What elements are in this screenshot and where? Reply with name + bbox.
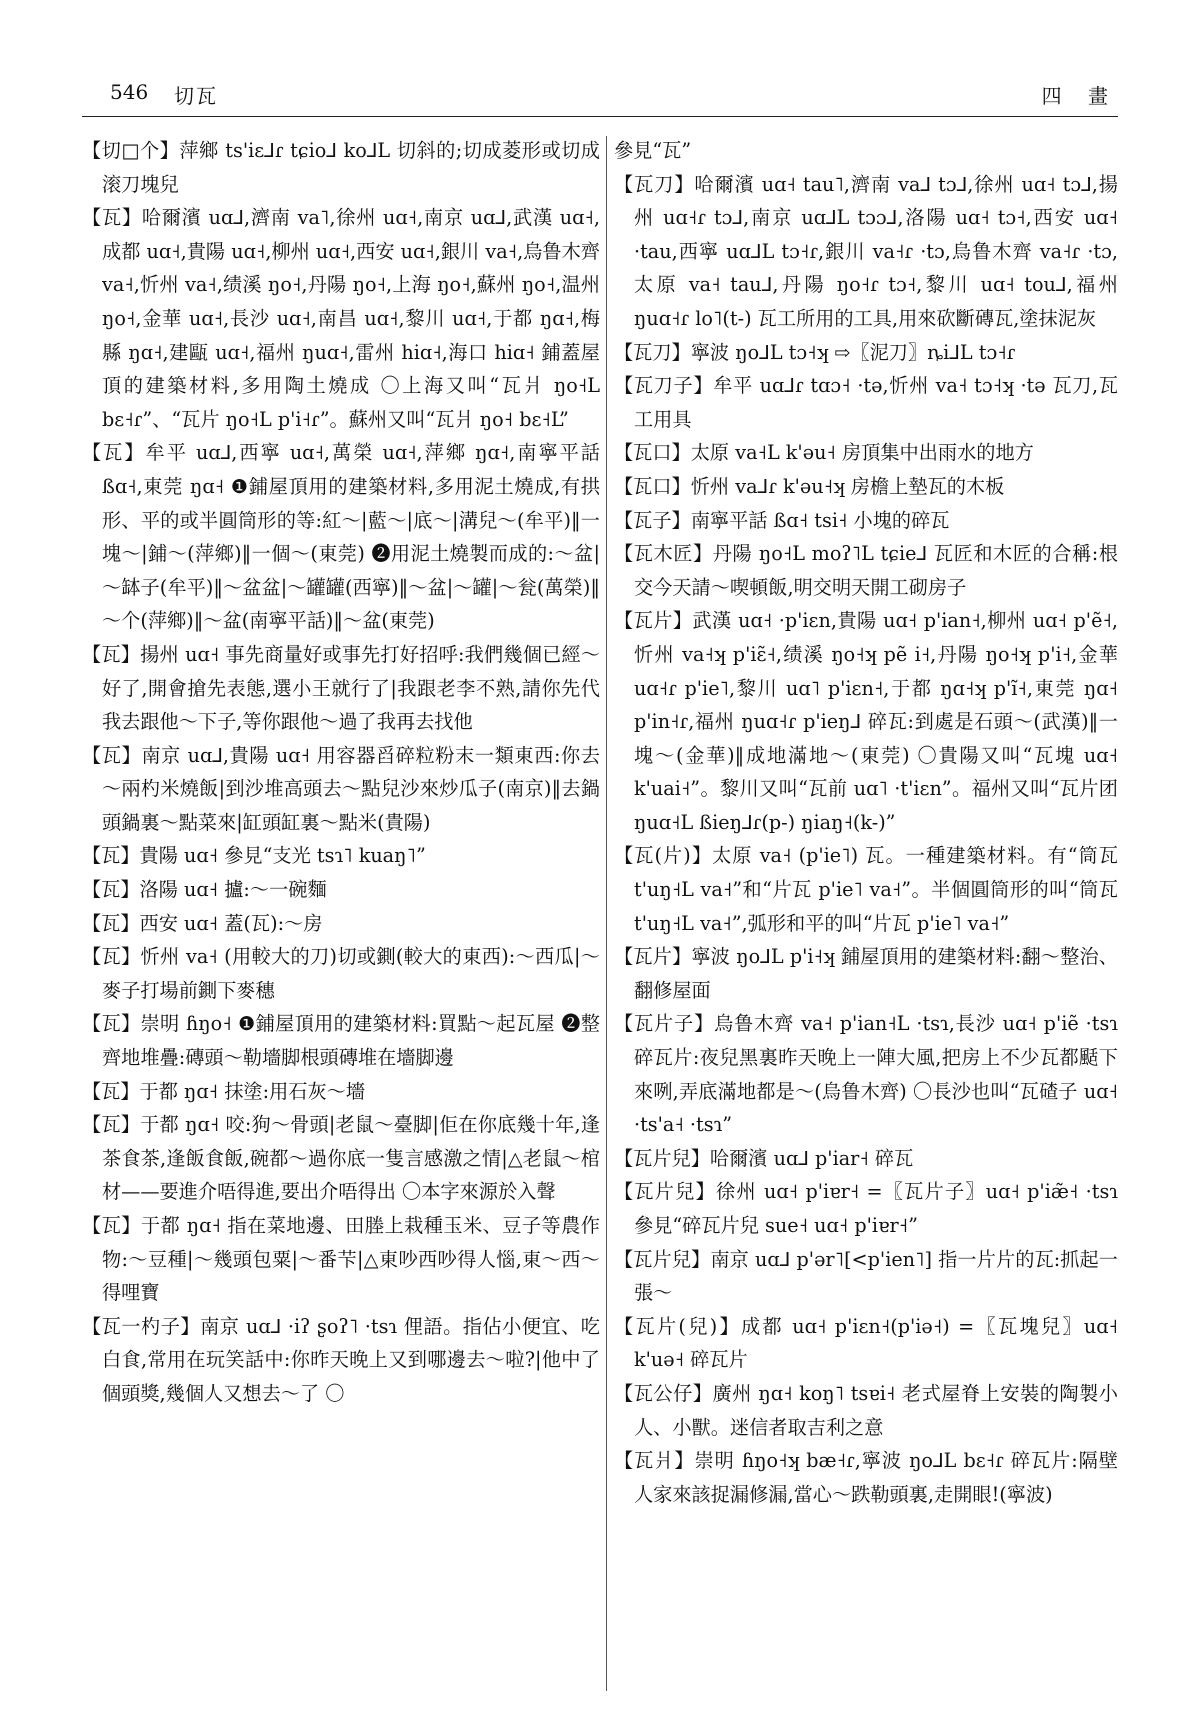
dictionary-entry: 參見“瓦” — [614, 139, 692, 162]
dictionary-entry: 【瓦口】忻州 va⅃ɾ k'əu˧ʞ 房檐上墊瓦的木板 — [614, 474, 1005, 498]
dictionary-entry: 【瓦】牟平 uɑ⅃,西寧 uɑ˧,萬榮 uɑ˧,萍鄉 ŋɑ˧,南寧平話 ßɑ˧,東莞 ŋɑ˧ ❶鋪屋頂用的建築材料,多用泥土燒成,有拱形、平的或半圓筒形的等:紅～|藍～|底～|溝兒～(牟平)‖一塊～|鋪～(萍鄉)‖一個～(東莞) ❷用泥土燒製而成的:～盆|～缽子(牟平)‖～盆盆|～罐罐(西寧)‖～盆|～罐|～瓮(萬榮)‖～个(萍鄉)‖～盆(南寧平話)‖～盆(東莞) — [82, 441, 607, 633]
dictionary-entry: 【瓦片兒】哈爾濱 uɑ⅃ p'iar˧ 碎瓦 — [614, 1146, 914, 1170]
dictionary-entry: 【瓦刀】寧波 ŋo⅃L tɔ˧ʞ ⇨〖泥刀〗ȵi⅃L tɔ˧ɾ — [614, 340, 1016, 364]
dictionary-entry: 【瓦】于都 ŋɑ˧ 抹塗:用石灰～墻 — [82, 1079, 366, 1103]
dictionary-entry: 【瓦刀子】牟平 uɑ⅃ɾ tɑɔ˧ ·tə,忻州 va˧ tɔ˧ʞ ·tə 瓦刀,瓦工用具 — [614, 374, 1118, 431]
dictionary-entry: 【瓦口】太原 va˧L k'əu˧ 房頂集中出雨水的地方 — [614, 441, 1034, 465]
dictionary-entry: 【瓦】于都 ŋɑ˧ 咬:狗～骨頭|老鼠～臺脚|佢在你底幾十年,逢茶食茶,逢飯食飯,碗都～過你底一隻言感激之情|△老鼠～棺材——要進介唔得進,要出介唔得出 〇本字來源於入聲 — [82, 1113, 600, 1204]
column-divider — [606, 136, 607, 1691]
page-header — [82, 80, 1118, 114]
dictionary-entry: 【瓦片(兒)】成都 uɑ˧ p'iɛn˧(p'iə˧) =〖瓦塊兒〗uɑ˧ k'uə˧ 碎瓦片 — [614, 1314, 1125, 1372]
right-column — [614, 134, 1125, 1511]
dictionary-entry: 【瓦刀】哈爾濱 uɑ˧ tau˥,濟南 va⅃ tɔ⅃,徐州 uɑ˧ tɔ⅃,揚州 uɑ˧ɾ tɔ⅃,南京 uɑ⅃L tɔɔ⅃,洛陽 uɑ˧ tɔ˧,西安 uɑ˧ ·tau,西寧 uɑ⅃L tɔ˧ɾ,銀川 va˧ɾ ·tɔ,烏鲁木齊 va˧ɾ ·tɔ,太原 va˧ tau⅃,丹陽 ŋo˧ɾ tɔ˧,黎川 uɑ˧ tou⅃,福州 ŋuɑ˧ɾ lo˥(t-) 瓦工所用的工具,用來砍斷磚瓦,塗抹泥灰 — [614, 172, 1125, 330]
dictionary-entry: 【瓦】哈爾濱 uɑ⅃,濟南 va˥,徐州 uɑ˧,南京 uɑ⅃,武漢 uɑ˧,成都 uɑ˧,貴陽 uɑ˧,柳州 uɑ˧,西安 uɑ˧,銀川 va˧,烏鲁木齊 va˧,忻州 va˧,绩溪 ŋo˧,丹陽 ŋo˧,上海 ŋo˧,蘇州 ŋo˧,温州 ŋo˧,金華 uɑ˧,長沙 uɑ˧,南昌 uɑ˧,黎川 uɑ˧,于都 ŋɑ˧,梅縣 ŋɑ˧,建甌 uɑ˧,福州 ŋuɑ˧,雷州 hiɑ˧,海口 hiɑ˧ 鋪蓋屋頂的建築材料,多用陶土燒成 〇上海又叫“瓦爿 ŋo˧L bɛ˧ɾ”、“瓦片 ŋo˧L p'i˧ɾ”。蘇州又叫“瓦爿 ŋo˧ bɛ˧L” — [82, 206, 607, 431]
left-column — [82, 134, 607, 1411]
dictionary-entry: 【切□个】萍鄉 ts'iɛ⅃ɾ tɕio⅃ ko⅃L 切斜的;切成菱形或切成滚刀塊兒 — [82, 139, 600, 196]
dictionary-entry: 【瓦(片)】太原 va˧ (p'ie˥) 瓦。一種建築材料。有“筒瓦 t'uŋ˧L va˧”和“片瓦 p'ie˥ va˧”。半個圓筒形的叫“筒瓦 t'uŋ˧L va˧”,弧形和平的叫“片瓦 p'ie˥ va˧” — [614, 844, 1125, 935]
section-label: 四 畫 — [1041, 84, 1118, 108]
dictionary-entry: 【瓦】崇明 ɦŋo˧ ❶鋪屋頂用的建築材料:買點～起瓦屋 ❷整齊地堆疊:磚頭～勒墻脚根頭磚堆在墻脚邊 — [82, 1012, 600, 1070]
dictionary-entry: 【瓦】揚州 uɑ˧ 事先商量好或事先打好招呼:我們幾個已經～好了,開會搶先表態,選小王就行了|我跟老李不熟,請你先代我去跟他～下子,等你跟他～過了我再去找他 — [82, 642, 600, 734]
page-title: 切瓦 — [174, 84, 218, 108]
dictionary-entry: 【瓦】南京 uɑ⅃,貴陽 uɑ˧ 用容器舀碎粒粉末一類東西:你去～兩杓米燒飯|到沙堆高頭去～點兒沙來炒瓜子(南京)‖去鍋頭鍋裏～點菜來|缸頭缸裏～點米(貴陽) — [82, 743, 600, 834]
dictionary-entry: 【瓦一杓子】南京 uɑ⅃ ·iʔ ʂoʔ˥ ·tsɿ 俚語。指佔小便宜、吃白食,常用在玩笑話中:你昨天晚上又到哪邊去～啦?|他中了個頭獎,幾個人又想去～了 〇 — [82, 1314, 600, 1405]
dictionary-entry: 【瓦公仔】廣州 ŋɑ˧ koŋ˥ tsɐi˧ 老式屋脊上安裝的陶製小人、小獸。迷信者取吉利之意 — [614, 1381, 1118, 1439]
page-number: 546 — [110, 80, 149, 104]
dictionary-entry: 【瓦爿】崇明 ɦŋo˧ʞ bæ˧ɾ,寧波 ŋo⅃L bɛ˧ɾ 碎瓦片:隔壁人家來該捉漏修漏,當心～跌勒頭裏,走開眼!(寧波) — [614, 1449, 1118, 1506]
header-rule — [82, 116, 1118, 117]
dictionary-entry: 【瓦片】寧波 ŋo⅃L p'i˧ʞ 鋪屋頂用的建築材料:翻～整治、翻修屋面 — [614, 945, 1118, 1002]
dictionary-entry: 【瓦片子】烏鲁木齊 va˧ p'ian˧L ·tsɿ,長沙 uɑ˧ p'iẽ ·tsɿ 碎瓦片:夜兒黑裏昨天晚上一陣大風,把房上不少瓦都颳下來咧,弄底滿地都是～(烏鲁木齊) 〇長沙也叫“瓦碴子 uɑ˧ ·ts'a˧ ·tsɿ” — [614, 1012, 1125, 1137]
dictionary-entry: 【瓦子】南寧平話 ßɑ˧ tsi˧ 小塊的碎瓦 — [614, 508, 950, 532]
dictionary-entry: 【瓦】忻州 va˧ (用較大的刀)切或鍘(較大的東西):～西瓜|～麥子打場前鍘下麥穗 — [82, 945, 600, 1002]
dictionary-entry: 【瓦】西安 uɑ˧ 蓋(瓦):～房 — [82, 911, 323, 935]
dictionary-entry: 【瓦】于都 ŋɑ˧ 指在菜地邊、田塍上栽種玉米、豆子等農作物:～豆種|～幾頭包粟|～番芐|△東吵西吵得人惱,東～西～得哩寶 — [82, 1214, 600, 1305]
dictionary-entry: 【瓦片兒】南京 uɑ⅃ p'ər˥[<p'ien˥] 指一片片的瓦:抓起一張～ — [614, 1247, 1118, 1305]
dictionary-entry: 【瓦片兒】徐州 uɑ˧ p'iɐr˧ =〖瓦片子〗uɑ˧ p'iæ̃˧ ·tsɿ 參見“碎瓦片兒 sue˧ uɑ˧ p'iɐr˧” — [614, 1180, 1125, 1237]
dictionary-entry: 【瓦】洛陽 uɑ˧ 攎:～一碗麵 — [82, 878, 327, 902]
dictionary-entry: 【瓦】貴陽 uɑ˧ 參見“支光 tsɿ˥ kuaŋ˥” — [82, 844, 426, 868]
dictionary-entry: 【瓦片】武漢 uɑ˧ ·p'iɛn,貴陽 uɑ˧ p'ian˧,柳州 uɑ˧ p'ẽ˧,忻州 va˧ʞ p'iɛ̃˧,绩溪 ŋo˧ʞ pẽ i˧,丹陽 ŋo˧ʞ p'i˧,金華 uɑ˧ɾ p'ie˥,黎川 uɑ˥ p'iɛn˧,于都 ŋɑ˧ʞ p'ĩ˧,東莞 ŋɑ˧ p'in˧ɾ,福州 ŋuɑ˧ɾ p'ieŋ⅃ 碎瓦:到處是石頭～(武漢)‖一塊～(金華)‖成地滿地～(東莞) 〇貴陽又叫“瓦塊 uɑ˧ k'uai˧”。黎川又叫“瓦前 uɑ˥ ·t'iɛn”。福州又叫“瓦片团 ŋuɑ˧L ßieŋ⅃ɾ(p-) ŋiaŋ˧(k-)” — [614, 609, 1125, 834]
dictionary-entry: 【瓦木匠】丹陽 ŋo˧L moʔ˥L tɕie⅃ 瓦匠和木匠的合稱:根交今天請～喫頓飯,明交明天開工砌房子 — [614, 542, 1118, 599]
